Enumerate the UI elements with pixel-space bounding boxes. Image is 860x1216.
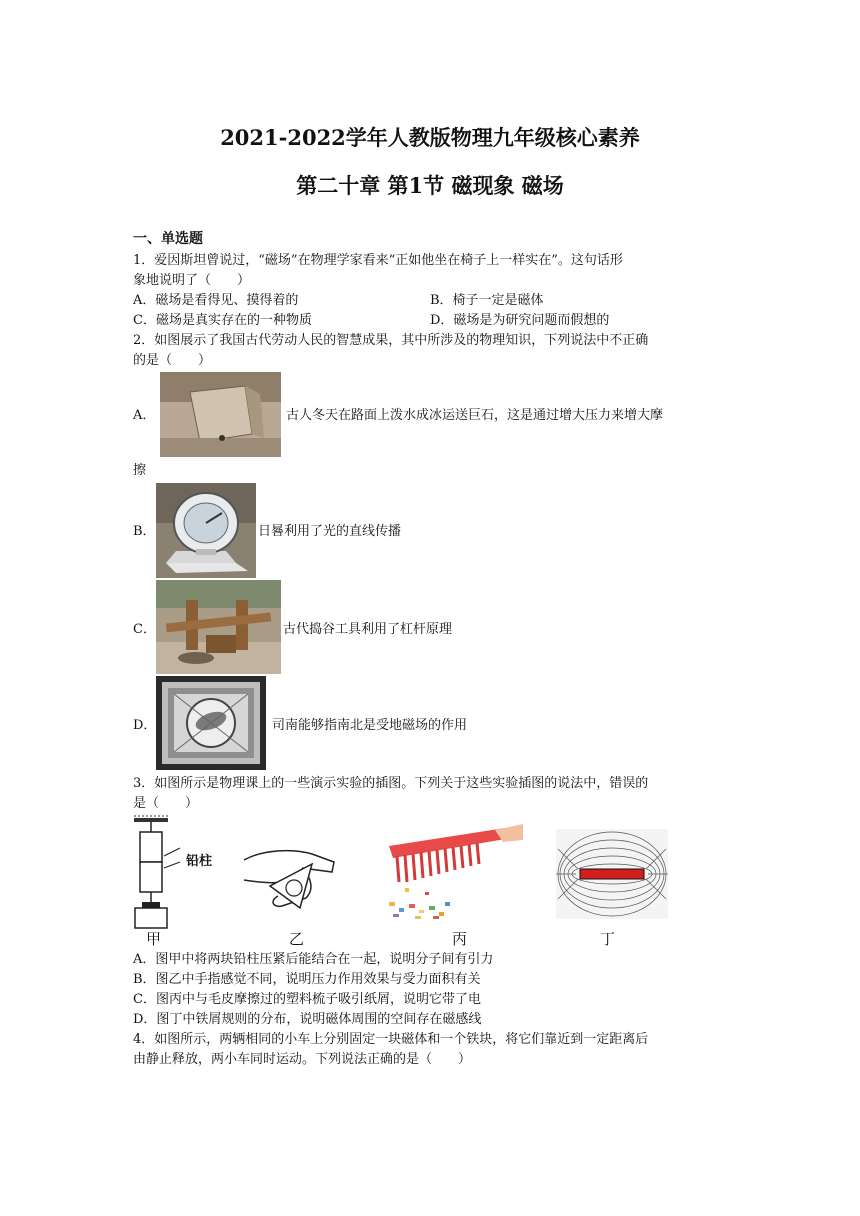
document-title: 2021-2022学年人教版物理九年级核心素养 — [220, 125, 640, 150]
lead-cylinder-label: 铅柱 — [186, 854, 213, 869]
finger-triangle-figure — [242, 820, 352, 920]
q4-stem-line1: 4．如图所示，两辆相同的小车上分别固定一块磁体和一个铁块，将它们靠近到一定距离后 — [133, 1032, 649, 1047]
q2-option-d-label: D． — [133, 718, 157, 733]
q1-option-a: A．磁场是看得见、摸得着的 — [133, 293, 299, 308]
magnet-filings-figure — [556, 829, 668, 919]
q3-stem-line2: 是（ ） — [133, 796, 199, 811]
q2-stem-line2: 的是（ ） — [133, 353, 212, 368]
q3-option-d: D．图丁中铁屑规则的分布，说明磁体周围的空间存在磁感线 — [133, 1012, 482, 1027]
grain-pounder-image — [156, 580, 281, 674]
stone-transport-image — [160, 372, 281, 457]
section-heading: 一、单选题 — [133, 231, 203, 247]
q2-option-c-label: C． — [133, 622, 156, 637]
q3-option-c: C．图丙中与毛皮摩擦过的塑料梳子吸引纸屑，说明它带了电 — [133, 992, 481, 1007]
q2-option-b-text: 日晷利用了光的直线传播 — [258, 524, 402, 539]
q1-stem-line2: 象地说明了（ ） — [133, 273, 251, 288]
q2-option-a-text-cont: 擦 — [133, 463, 147, 478]
q2-option-b-label: B． — [133, 524, 156, 539]
q2-option-a-label: A． — [133, 408, 156, 423]
compass-sinan-image — [156, 676, 266, 770]
q4-stem-line2: 由静止释放，两小车同时运动。下列说法正确的是（ ） — [133, 1052, 472, 1067]
q3-option-b: B．图乙中手指感觉不同，说明压力作用效果与受力面积有关 — [133, 972, 481, 987]
q3-option-a: A．图甲中将两块铅柱压紧后能结合在一起，说明分子间有引力 — [133, 952, 494, 967]
q2-option-c-text: 古代捣谷工具利用了杠杆原理 — [283, 622, 453, 637]
q2-stem-line1: 2．如图展示了我国古代劳动人民的智慧成果，其中所涉及的物理知识，下列说法中不正确 — [133, 333, 649, 348]
q2-option-a-text: 古人冬天在路面上泼水成冰运送巨石，这是通过增大压力来增大摩 — [286, 408, 664, 423]
fig-label-yi: 乙 — [289, 930, 305, 948]
q3-stem-line1: 3．如图所示是物理课上的一些演示实验的插图。下列关于这些实验插图的说法中，错误的 — [133, 776, 649, 791]
comb-paper-figure — [385, 824, 523, 924]
q1-stem-line1: 1．爱因斯坦曾说过，“磁场”在物理学家看来“正如他坐在椅子上一样实在”。这句话形 — [133, 253, 623, 268]
sundial-image — [156, 483, 256, 578]
q2-option-d-text: 司南能够指南北是受地磁场的作用 — [272, 718, 468, 733]
lead-cylinder-figure — [130, 814, 240, 929]
q1-option-d: D．磁场是为研究问题而假想的 — [430, 313, 610, 328]
chapter-title: 第二十章 第1节 磁现象 磁场 — [296, 173, 564, 198]
fig-label-jia: 甲 — [146, 930, 162, 948]
q1-option-c: C．磁场是真实存在的一种物质 — [133, 313, 312, 328]
fig-label-ding: 丁 — [600, 930, 616, 948]
fig-label-bing: 丙 — [452, 930, 468, 948]
q1-option-b: B．椅子一定是磁体 — [430, 293, 544, 308]
